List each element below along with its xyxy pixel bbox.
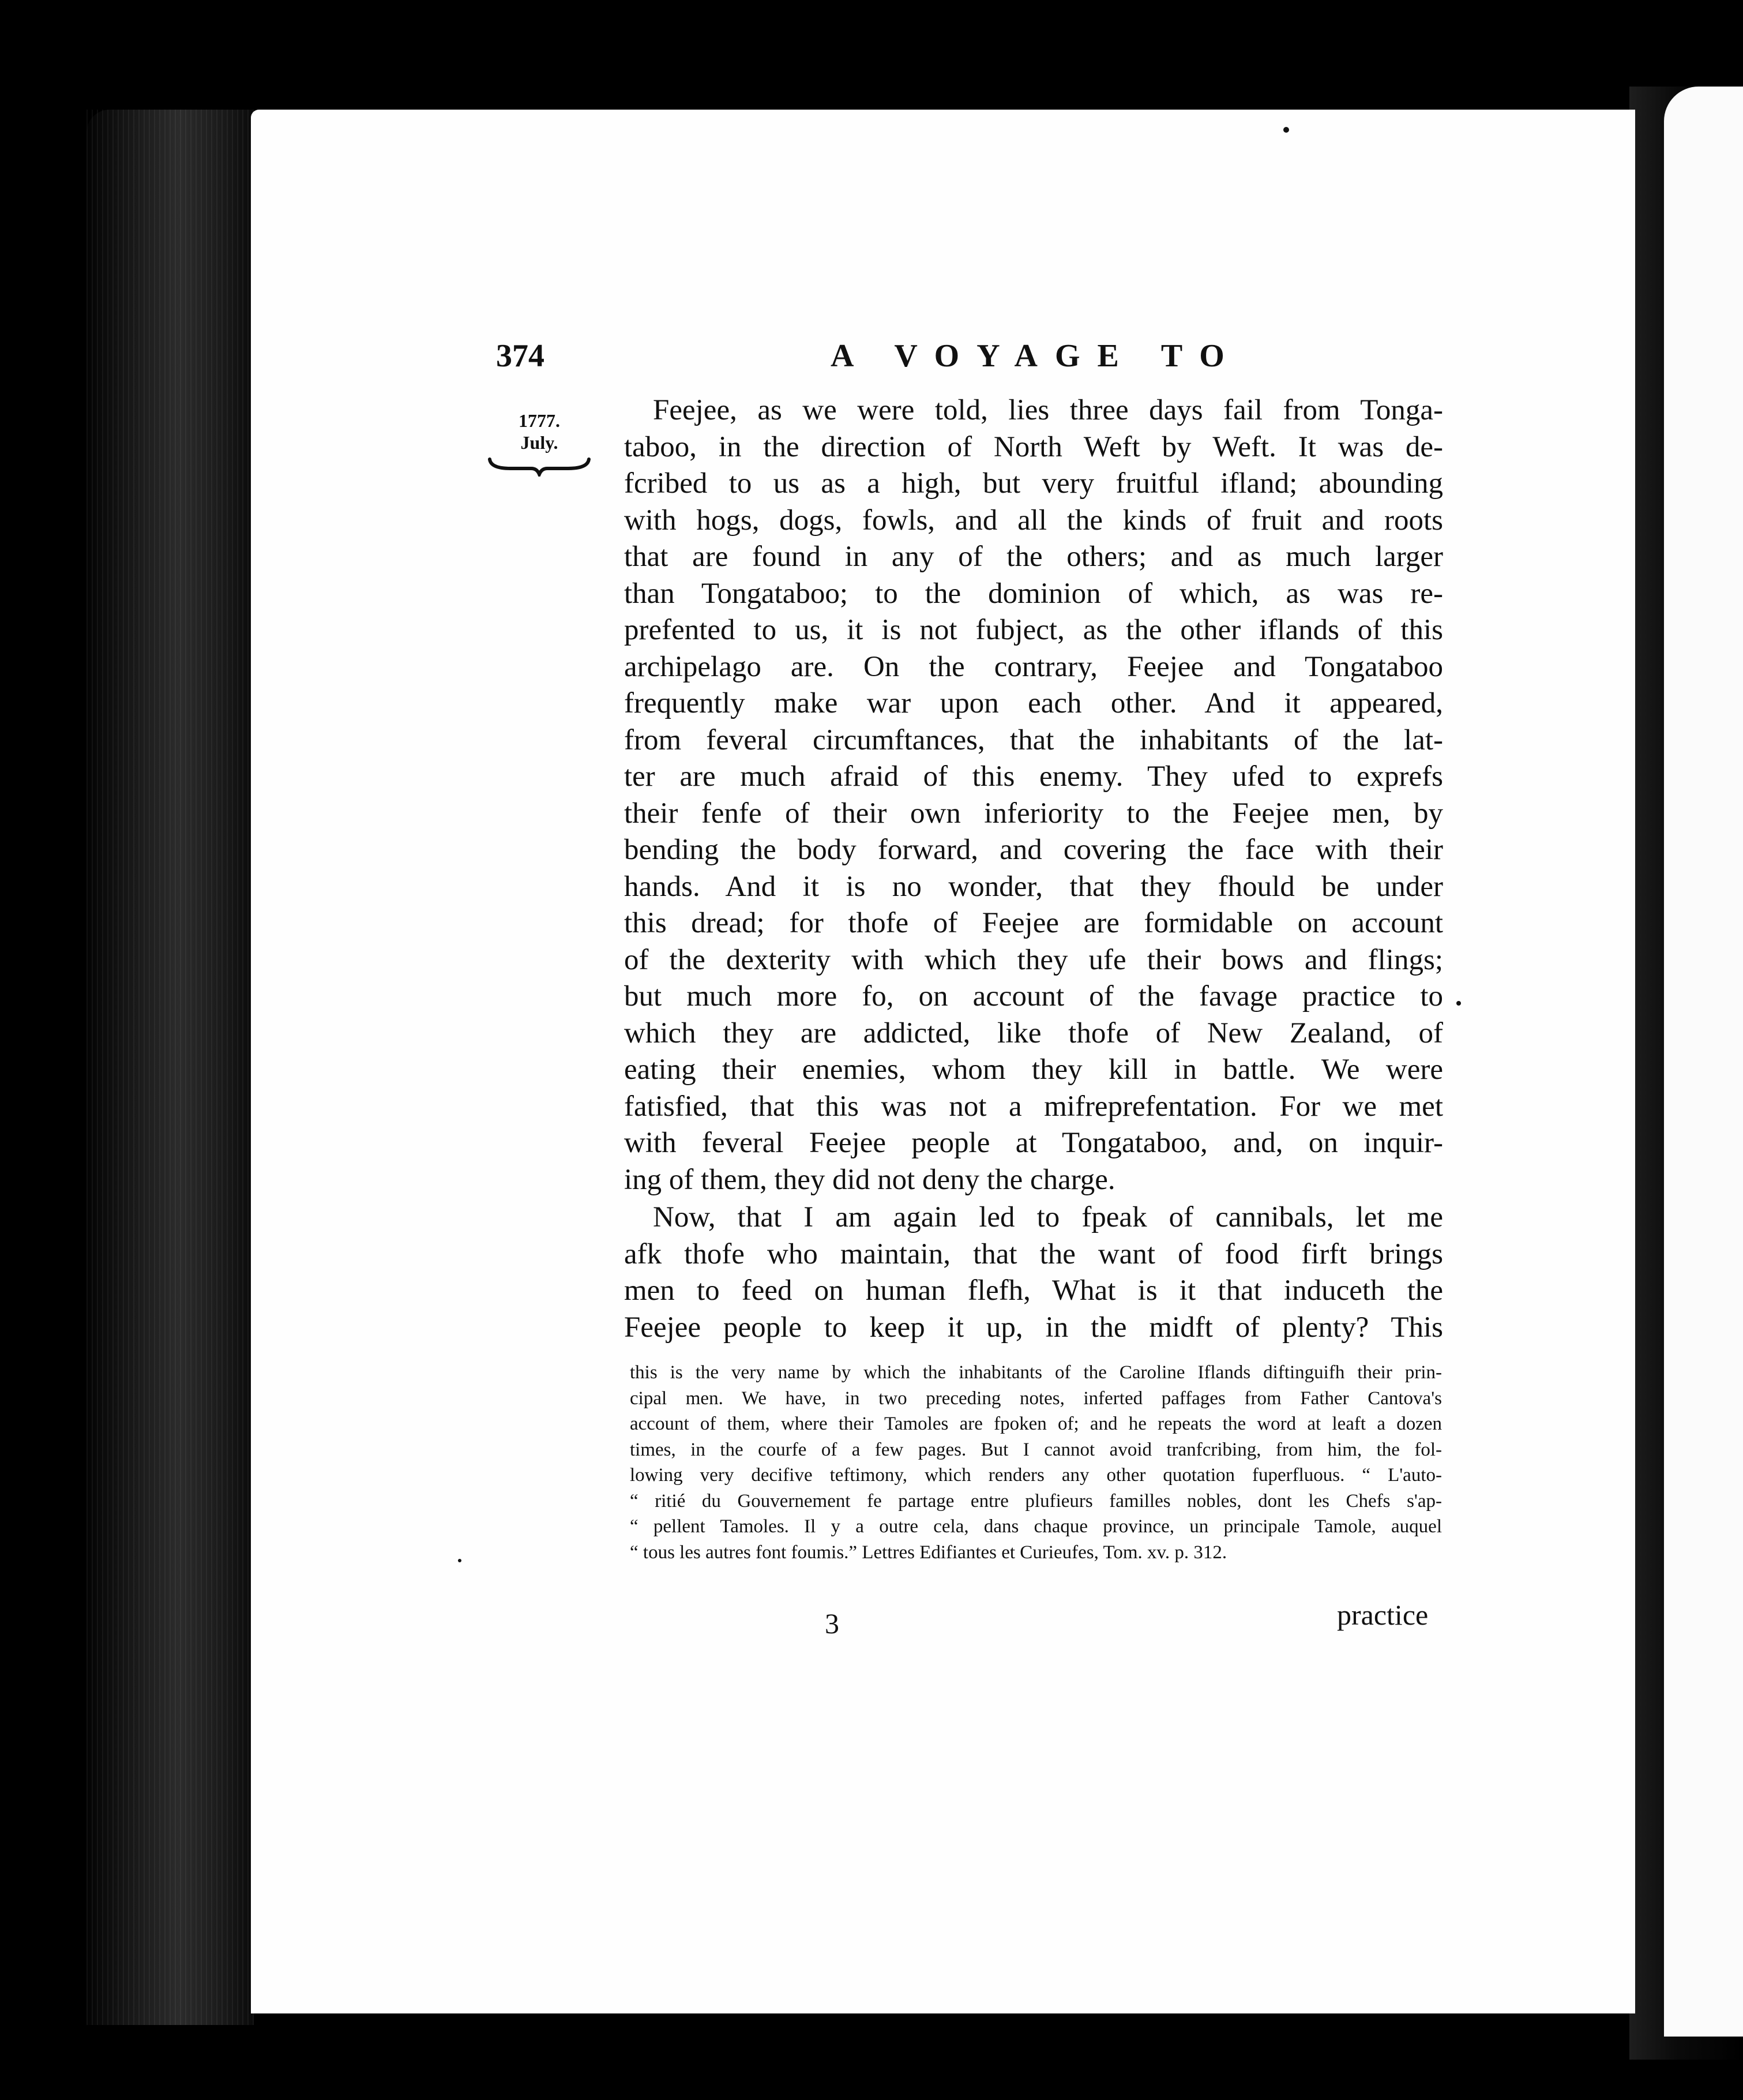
margin-date-note (484, 410, 594, 477)
text-line: bending the body forward, and covering the face with their (624, 834, 1443, 866)
margin-brace (487, 456, 591, 477)
text-line: men to feed on human flefh, What is it that induceth the (624, 1274, 1443, 1307)
text-line: taboo, in the direction of North Weft by Weft. It was de- (624, 430, 1443, 463)
ink-speck (1456, 1001, 1461, 1006)
margin-year: 1777. (519, 410, 560, 431)
text-line: ter are much afraid of this enemy. They ufed to exprefs (624, 760, 1443, 793)
footnote-line: lowing very decifive teftimony, which renders any other quotation fuperfluous. “ L'auto- (630, 1465, 1442, 1486)
footnote-line: “ tous les autres font foumis.” Lettres Edifiantes et Curieufes, Tom. xv. p. 312. (630, 1542, 1227, 1563)
text-line: Feejee people to keep it up, in the midft of plenty? This (624, 1311, 1443, 1344)
facing-page-edge (1664, 87, 1743, 2037)
footnote-line: times, in the courfe of a few pages. But I cannot avoid tranfcribing, from him, the fol- (630, 1439, 1442, 1460)
text-line: Now, that I am again led to fpeak of cannibals, let me (653, 1201, 1443, 1233)
text-line: but much more fo, on account of the favage practice to (624, 980, 1443, 1012)
text-line: fatisfied, that this was not a mifreprefentation. For we met (624, 1090, 1443, 1123)
running-title: A VOYAGE TO (831, 338, 1242, 374)
margin-month: July. (520, 432, 558, 453)
footnote-line: “ ritié du Gouvernement fe partage entre plufieurs familles nobles, dont les Chefs s'ap- (630, 1490, 1442, 1512)
text-line: archipelago are. On the contrary, Feejee and Tongataboo (624, 650, 1443, 683)
text-line: with hogs, dogs, fowls, and all the kinds of fruit and roots (624, 504, 1443, 537)
text-line: afk thofe who maintain, that the want of food firft brings (624, 1238, 1443, 1270)
catchword: practice (1337, 1599, 1429, 1631)
book-spine (87, 110, 254, 2025)
text-line: hands. And it is no wonder, that they fhould be under (624, 870, 1443, 903)
page-number: 374 (496, 338, 544, 374)
text-line: Feejee, as we were told, lies three days fail from Tonga- (653, 394, 1443, 426)
text-line: ing of them, they did not deny the charge. (624, 1163, 1115, 1196)
footnote-line: account of them, where their Tamoles are fpoken of; and he repeats the word at leaft a dozen (630, 1413, 1442, 1434)
footnote-line: this is the very name by which the inhabitants of the Caroline Iflands diftinguifh their prin- (630, 1362, 1442, 1383)
text-line: this dread; for thofe of Feejee are formidable on account (624, 907, 1443, 939)
text-line: than Tongataboo; to the dominion of which, as was re- (624, 577, 1443, 610)
footnote (630, 1360, 1442, 1565)
text-line: fcribed to us as a high, but very fruitful ifland; abounding (624, 467, 1443, 500)
text-line: from feveral circumftances, that the inhabitants of the lat- (624, 723, 1443, 756)
text-line: eating their enemies, whom they kill in battle. We were (624, 1053, 1443, 1086)
page-header (496, 337, 1442, 384)
footnote-line: “ pellent Tamoles. Il y a outre cela, dans chaque province, un principale Tamole, auquel (630, 1516, 1442, 1537)
text-line: with feveral Feejee people at Tongataboo, and, on inquir- (624, 1127, 1443, 1159)
body-text (624, 392, 1443, 1346)
footnote-line: cipal men. We have, in two preceding notes, inferted paffages from Father Cantova's (630, 1387, 1442, 1409)
ink-speck (1283, 127, 1289, 133)
text-line: which they are addicted, like thofe of New Zealand, of (624, 1017, 1443, 1049)
text-line: their fenfe of their own inferiority to the Feejee men, by (624, 797, 1443, 830)
text-line: that are found in any of the others; and as much larger (624, 541, 1443, 573)
text-line: frequently make war upon each other. And it appeared, (624, 687, 1443, 719)
ink-speck (458, 1559, 461, 1562)
text-line: of the dexterity with which they ufe their bows and flings; (624, 943, 1443, 976)
text-line: prefented to us, it is not fubject, as the other iflands of this (624, 614, 1443, 646)
signature-mark: 3 (825, 1607, 839, 1640)
